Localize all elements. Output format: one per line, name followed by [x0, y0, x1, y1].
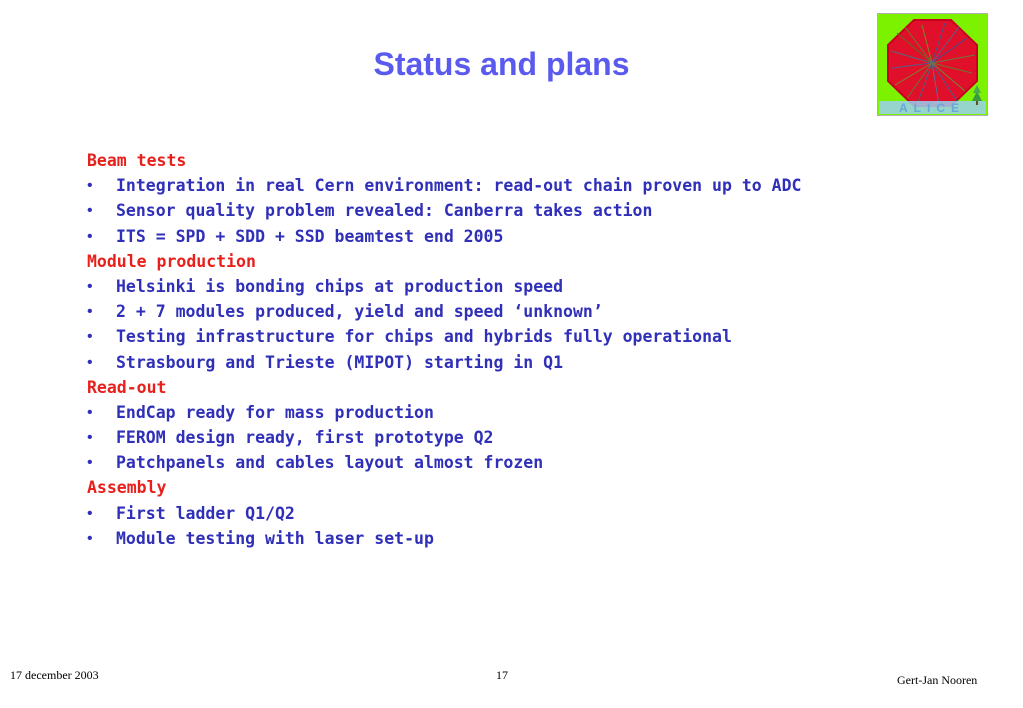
list-item	[87, 526, 967, 551]
section-heading-module-production: Module production	[87, 251, 256, 271]
bullet-icon: •	[87, 303, 93, 321]
list-item-text: Module testing with laser set-up	[116, 528, 434, 548]
list-item-text: FEROM design ready, first prototype Q2	[116, 428, 494, 448]
list-item-text: Integration in real Cern environment: read-out chain proven up to ADC	[116, 176, 802, 196]
bullet-icon: •	[87, 529, 93, 547]
list-item-text: EndCap ready for mass production	[116, 402, 434, 422]
list-item	[87, 198, 967, 223]
list-item	[87, 400, 967, 425]
bullet-icon: •	[87, 328, 93, 346]
section-heading-assembly: Assembly	[87, 478, 167, 498]
bullet-icon: •	[87, 177, 93, 195]
list-item	[87, 274, 967, 299]
bullet-icon: •	[87, 454, 93, 472]
logo-text: ALICE	[899, 101, 965, 115]
list-item-text: Helsinki is bonding chips at production speed	[116, 276, 564, 296]
list-item	[87, 324, 967, 349]
bullet-icon: •	[87, 504, 93, 522]
page-number: 17	[496, 668, 508, 682]
list-item-text: Patchpanels and cables layout almost frozen	[116, 453, 544, 473]
slide-title: Status and plans	[373, 46, 630, 82]
list-item-text: 2 + 7 modules produced, yield and speed ‘unknown’	[116, 302, 603, 322]
section-heading-beam-tests: Beam tests	[87, 151, 187, 170]
bullet-icon: •	[87, 277, 93, 295]
bullet-icon: •	[87, 353, 93, 371]
list-item	[87, 173, 967, 198]
list-item	[87, 450, 967, 475]
list-item-text: ITS = SPD + SDD + SSD beamtest end 2005	[116, 226, 504, 246]
bullet-icon: •	[87, 403, 93, 421]
list-item-text: Testing infrastructure for chips and hybrids fully operational	[116, 327, 732, 347]
list-item-text: Sensor quality problem revealed: Canberra takes action	[116, 201, 653, 221]
list-item	[87, 501, 967, 526]
footer-date: 17 december 2003	[10, 668, 99, 682]
alice-logo-icon	[877, 13, 988, 116]
slide-content	[87, 148, 967, 551]
list-item-text: Strasbourg and Trieste (MIPOT) starting in Q1	[116, 352, 564, 372]
list-item	[87, 299, 967, 324]
bullet-icon: •	[87, 202, 93, 220]
bullet-icon: •	[87, 227, 93, 245]
list-item	[87, 425, 967, 450]
list-item	[87, 350, 967, 375]
bullet-icon: •	[87, 429, 93, 447]
list-item	[87, 224, 967, 249]
footer-author: Gert-Jan Nooren	[897, 673, 978, 687]
section-heading-read-out: Read-out	[87, 377, 167, 397]
list-item-text: First ladder Q1/Q2	[116, 503, 295, 523]
